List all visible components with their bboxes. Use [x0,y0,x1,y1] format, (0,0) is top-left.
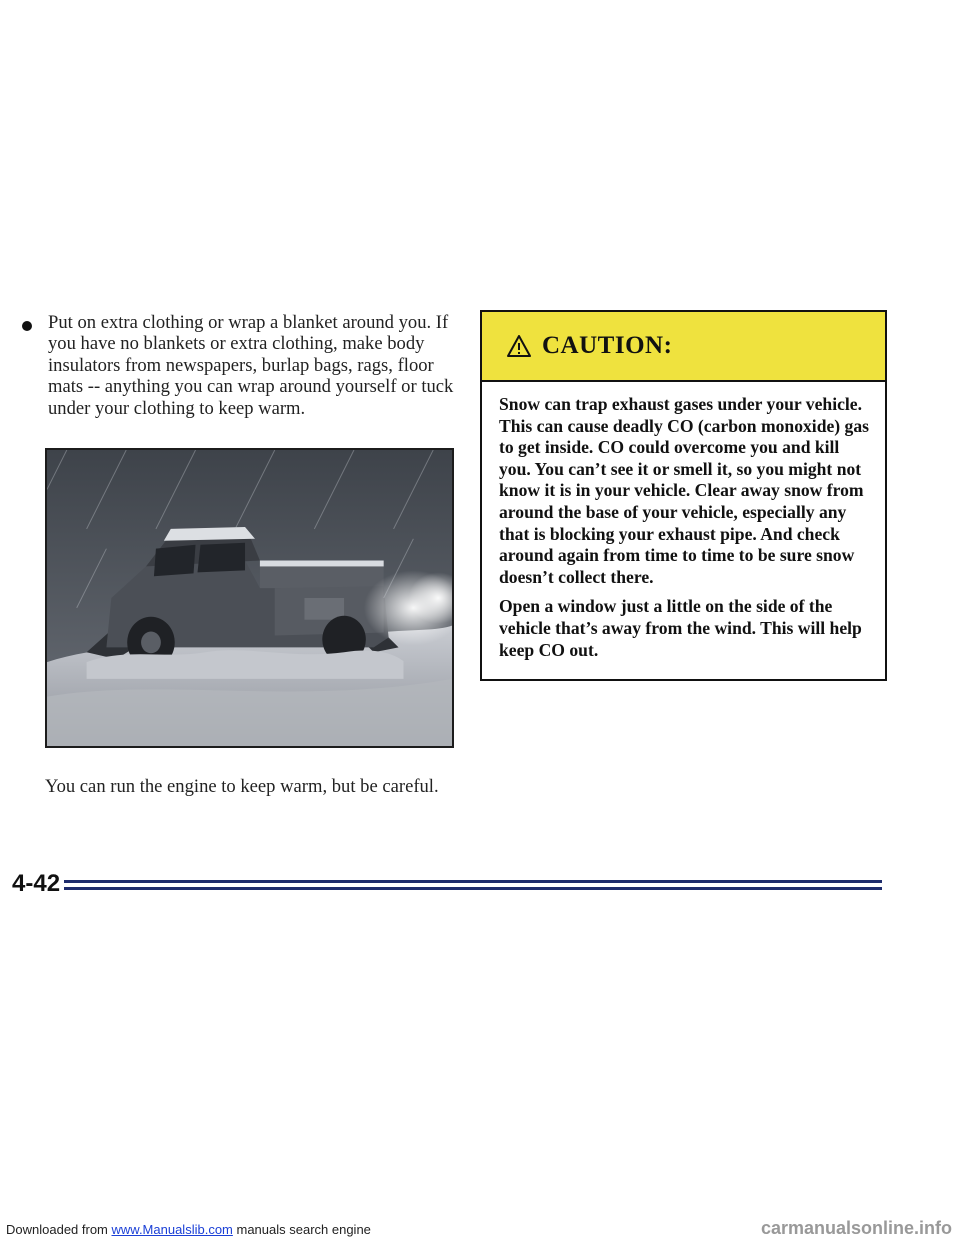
caution-paragraph: Snow can trap exhaust gases under your vehicle. This can cause deadly CO (carbon monoxide) gas to get inside. CO could overcome you and kill you. You can’t see it or smell it, so you might not know it is in your vehicle. Clear away snow from around the base of your vehicle, especially any that is blocking your exhaust pipe. And check around again from time to time to be sure snow doesn’t collect there. [499,394,869,587]
truck-in-snow-illustration [45,448,454,748]
footer-prefix: Downloaded from [6,1222,112,1237]
caution-box [480,310,887,681]
watermark: carmanualsonline.info [760,1218,952,1238]
caution-body [482,382,885,661]
bullet-text: Put on extra clothing or wrap a blanket around you. If you have no blankets or extra clothing, make body insulators from newspapers, burlap bags, rags, floor mats -- anything you can wrap around yourself or tuck under your clothing to keep warm. [48,312,454,419]
bullet-dot-icon [22,321,32,331]
footer-suffix: manuals search engine [232,1222,371,1237]
manualslib-link[interactable]: www.Manualslib.com [111,1222,233,1237]
bullet-item [22,312,458,419]
warning-triangle-icon [506,334,532,358]
page-number: 4-42 [12,870,61,897]
bullet-section [22,312,458,419]
truck-illustration-graphic [47,450,452,746]
caution-paragraph: Open a window just a little on the side of the vehicle that’s away from the wind. This will help keep CO out. [499,596,862,660]
caution-title: CAUTION: [542,332,673,359]
page-rule [64,880,882,883]
engine-warm-text: You can run the engine to keep warm, but be careful. [45,776,439,797]
caution-header [482,312,885,382]
download-footer [6,1222,371,1237]
page-rule [64,887,882,890]
